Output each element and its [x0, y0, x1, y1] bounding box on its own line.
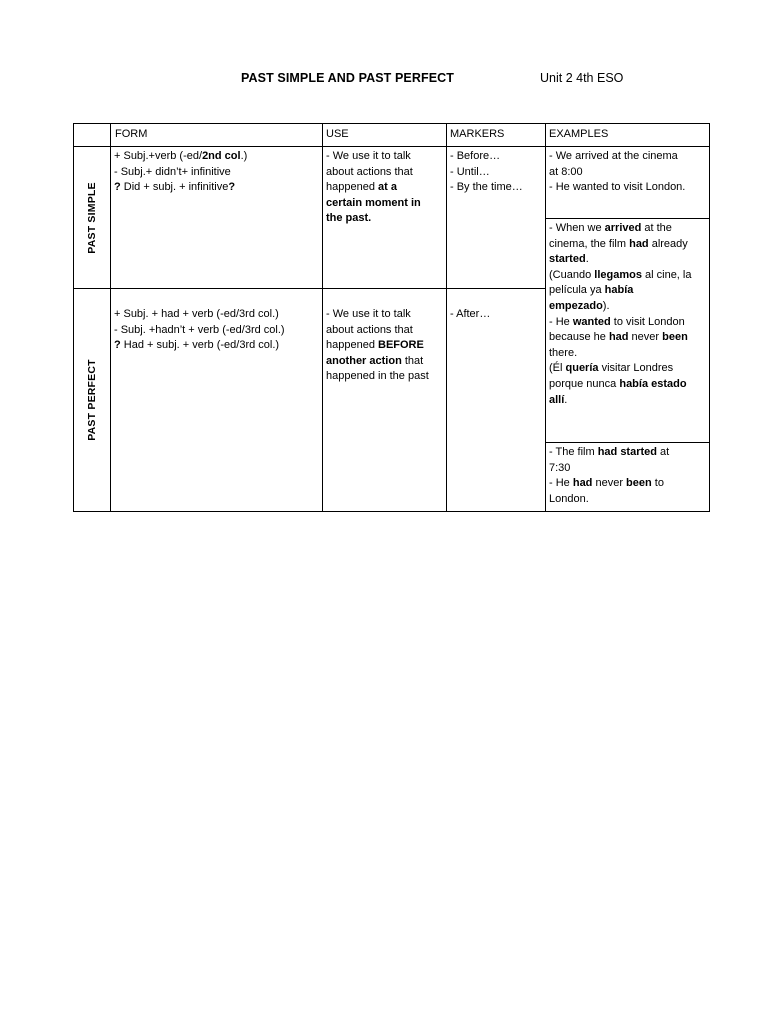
bold-text: had: [629, 237, 649, 250]
bold-text: been: [662, 331, 688, 344]
cell-line: [450, 165, 542, 181]
text-run: about actions that: [326, 165, 413, 178]
text-run: - We use it to talk: [326, 308, 411, 320]
row-label-past-perfect: PAST PERFECT: [86, 359, 98, 441]
text-run: .: [564, 393, 568, 406]
text-run: cinema, the film: [549, 237, 630, 250]
grammar-table: [73, 123, 710, 512]
text-run: happened in the past: [326, 370, 429, 383]
cell-line: [326, 369, 443, 385]
cell-line: [549, 180, 706, 196]
text-run: - The film: [549, 446, 598, 458]
cell-line: [549, 221, 706, 237]
cell-line: [549, 165, 706, 181]
cell-line: [326, 196, 443, 212]
bold-text: allí: [549, 393, 565, 406]
cell-line: [549, 268, 706, 284]
text-run: at: [657, 446, 670, 458]
bold-text: wanted: [572, 315, 611, 328]
bold-text: BEFORE: [378, 339, 424, 352]
column-header-examples: EXAMPLES: [545, 123, 710, 147]
past-simple-markers: [446, 146, 546, 289]
cell-line: [549, 393, 706, 409]
text-run: - He wanted to visit London.: [549, 181, 686, 194]
text-run: to visit London: [610, 315, 685, 328]
text-run: porque nunca: [549, 377, 620, 390]
text-run: London.: [549, 492, 589, 505]
text-run: Did + subj. + infinitive: [123, 181, 229, 194]
past-perfect-use: [322, 288, 447, 512]
text-run: visitar Londres: [598, 362, 674, 375]
text-run: - By the time…: [450, 181, 523, 194]
column-header-markers: MARKERS: [446, 123, 546, 147]
text-run: at the: [641, 222, 672, 234]
bold-text: ?: [228, 181, 236, 194]
cell-line: [549, 346, 706, 362]
cell-line: [326, 338, 443, 354]
cell-line: [549, 476, 706, 492]
text-run: (Cuando: [549, 268, 595, 281]
past-simple-use: [322, 146, 447, 289]
bold-text: empezado: [549, 299, 603, 312]
cell-line: [114, 323, 319, 339]
bold-text: ?: [114, 181, 124, 194]
cell-line: [326, 211, 443, 227]
text-run: película ya: [549, 284, 605, 297]
cell-line: [549, 299, 706, 315]
past-perfect-markers: [446, 288, 546, 512]
text-run: already: [648, 237, 688, 250]
text-run: because he: [549, 331, 609, 344]
text-run: - Subj. +hadn’t + verb (-ed/3rd col.): [114, 323, 285, 336]
bold-text: ?: [114, 339, 124, 352]
cell-line: [114, 180, 319, 196]
bold-text: llegamos: [594, 268, 642, 281]
bold-text: at a: [378, 181, 397, 194]
bold-text: había: [604, 284, 634, 297]
cell-line: [450, 180, 542, 196]
cell-line: [114, 307, 319, 323]
text-run: - We arrived at the cinema: [549, 150, 678, 162]
text-run: there.: [549, 346, 578, 359]
cell-line: [114, 149, 319, 165]
text-run: - Subj.+ didn’t+ infinitive: [114, 165, 231, 178]
text-run: - He: [549, 477, 573, 490]
text-run: never: [592, 477, 627, 490]
cell-line: [114, 165, 319, 181]
text-run: + Subj. + had + verb (-ed/3rd col.): [114, 308, 279, 320]
text-run: 7:30: [549, 461, 571, 474]
text-run: to: [651, 477, 664, 490]
cell-line: [326, 180, 443, 196]
cell-line: [114, 338, 319, 354]
page-title: PAST SIMPLE AND PAST PERFECT: [241, 71, 454, 85]
text-run: al cine, la: [641, 268, 692, 281]
row-label-past-simple-cell: [73, 146, 111, 289]
cell-line: [549, 252, 706, 268]
text-run: happened: [326, 339, 378, 352]
cell-line: [450, 149, 542, 165]
cell-line: [549, 361, 706, 377]
text-run: .): [240, 150, 248, 162]
text-run: .: [585, 253, 589, 266]
bold-text: arrived: [604, 222, 642, 234]
cell-line: [549, 492, 706, 508]
cell-line: [549, 330, 706, 346]
text-run: - Until…: [450, 165, 490, 178]
row-label-past-perfect-cell: [73, 288, 111, 512]
bold-text: been: [626, 477, 652, 490]
text-run: - After…: [450, 308, 491, 320]
cell-line: [549, 377, 706, 393]
cell-line: [326, 323, 443, 339]
column-header-form: FORM: [110, 123, 323, 147]
cell-line: [549, 283, 706, 299]
shared-examples: [545, 218, 710, 443]
cell-line: [326, 307, 443, 323]
column-header-use: USE: [322, 123, 447, 147]
cell-line: [549, 445, 706, 461]
cell-line: [549, 149, 706, 165]
bold-text: certain moment in: [326, 196, 421, 209]
row-label-past-simple: PAST SIMPLE: [86, 181, 98, 254]
text-run: at 8:00: [549, 165, 583, 178]
bold-text: had: [608, 331, 629, 344]
text-run: that: [401, 354, 424, 367]
bold-text: quería: [565, 362, 599, 375]
cell-line: [326, 165, 443, 181]
text-run: - When we: [549, 222, 605, 234]
text-run: - We use it to talk: [326, 150, 411, 162]
bold-text: started: [549, 253, 586, 266]
unit-label: Unit 2 4th ESO: [540, 71, 624, 85]
cell-line: [549, 315, 706, 331]
cell-line: [549, 461, 706, 477]
text-run: - He: [549, 315, 573, 328]
text-run: about actions that: [326, 323, 413, 336]
past-perfect-form: [110, 288, 323, 512]
bold-text: had started: [597, 446, 657, 458]
text-run: Had + subj. + verb (-ed/3rd col.): [123, 339, 280, 352]
bold-text: había estado: [619, 377, 687, 390]
past-simple-form: [110, 146, 323, 289]
cell-line: [326, 149, 443, 165]
bold-text: another action: [326, 354, 402, 367]
cell-line: [326, 354, 443, 370]
text-run: ).: [602, 299, 610, 312]
bold-text: had: [572, 477, 593, 490]
bold-text: 2nd col: [202, 150, 241, 162]
cell-line: [450, 307, 542, 323]
text-run: never: [628, 331, 663, 344]
bold-text: the past.: [326, 212, 372, 225]
corner-cell: [73, 123, 111, 147]
text-run: - Before…: [450, 150, 501, 162]
text-run: (Él: [549, 362, 566, 375]
past-perfect-examples: [545, 442, 710, 512]
cell-line: [549, 237, 706, 253]
text-run: + Subj.+verb (-ed/: [114, 150, 203, 162]
text-run: happened: [326, 181, 378, 194]
past-simple-examples: [545, 146, 710, 219]
